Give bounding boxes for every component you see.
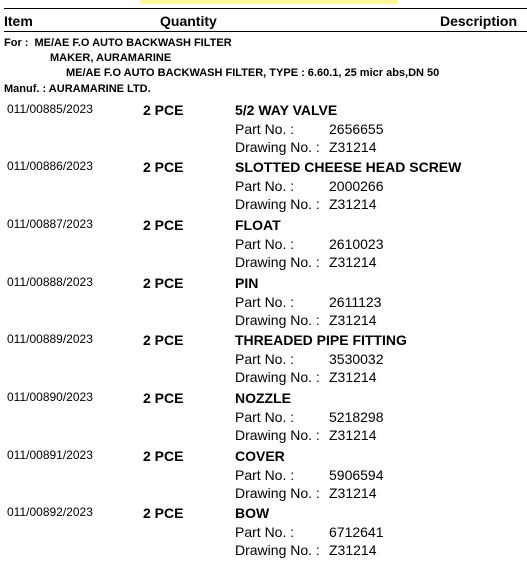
part-no-value: 2611123: [329, 294, 382, 310]
meta-for: [4, 36, 232, 50]
meta-for-value: ME/AE F.O AUTO BACKWASH FILTER: [34, 37, 232, 49]
part-no-label: Part No. :: [235, 121, 295, 137]
meta-manufacturer: Manuf. : AURAMARINE LTD.: [4, 83, 151, 95]
list-item: [0, 389, 527, 447]
list-item: [0, 447, 527, 505]
list-item: [0, 158, 527, 216]
item-ref: 011/00889/2023: [7, 332, 93, 346]
item-ref: 011/00886/2023: [7, 159, 93, 173]
part-no-label: Part No. :: [235, 178, 295, 194]
drawing-no-value: Z31214: [329, 369, 377, 385]
item-ref: 011/00888/2023: [7, 275, 93, 289]
part-no-label: Part No. :: [235, 294, 295, 310]
item-quantity: 2 PCE: [143, 217, 184, 233]
drawing-no-value: Z31214: [329, 139, 377, 155]
drawing-no-value: Z31214: [329, 312, 377, 328]
part-no-label: Part No. :: [235, 351, 295, 367]
item-quantity: 2 PCE: [143, 448, 184, 464]
drawing-no-value: Z31214: [329, 485, 377, 501]
part-no-value: 2000266: [329, 178, 384, 194]
item-quantity: 2 PCE: [143, 390, 184, 406]
meta-for-label: For :: [4, 37, 29, 49]
header-bottom-rule: [4, 31, 527, 32]
part-no-label: Part No. :: [235, 524, 295, 540]
header-quantity: Quantity: [160, 13, 217, 29]
part-no-value: 5218298: [329, 409, 384, 425]
drawing-no-value: Z31214: [329, 427, 377, 443]
drawing-no-label: Drawing No. :: [235, 485, 320, 501]
drawing-no-label: Drawing No. :: [235, 542, 320, 558]
part-no-label: Part No. :: [235, 467, 295, 483]
item-ref: 011/00887/2023: [7, 217, 93, 231]
part-no-label: Part No. :: [235, 236, 295, 252]
table-header: [0, 8, 527, 32]
item-ref: 011/00885/2023: [7, 102, 93, 116]
drawing-no-label: Drawing No. :: [235, 139, 320, 155]
item-quantity: 2 PCE: [143, 159, 184, 175]
item-name: THREADED PIPE FITTING: [235, 332, 407, 348]
list-item: [0, 216, 527, 274]
drawing-no-label: Drawing No. :: [235, 369, 320, 385]
list-item: [0, 504, 527, 562]
meta-maker: MAKER, AURAMARINE: [50, 52, 172, 64]
list-item: [0, 101, 527, 159]
meta-type: ME/AE F.O AUTO BACKWASH FILTER, TYPE : 6.60.1, 25 micr abs,DN 50: [66, 67, 440, 79]
item-name: FLOAT: [235, 217, 281, 233]
drawing-no-label: Drawing No. :: [235, 196, 320, 212]
drawing-no-label: Drawing No. :: [235, 427, 320, 443]
drawing-no-value: Z31214: [329, 542, 377, 558]
part-no-value: 3530032: [329, 351, 384, 367]
top-highlight-strip: [140, 0, 398, 4]
item-name: SLOTTED CHEESE HEAD SCREW: [235, 159, 462, 175]
part-no-value: 6712641: [329, 524, 384, 540]
item-name: BOW: [235, 505, 270, 521]
item-ref: 011/00891/2023: [7, 448, 93, 462]
part-no-value: 5906594: [329, 467, 384, 483]
item-quantity: 2 PCE: [143, 275, 184, 291]
part-no-label: Part No. :: [235, 409, 295, 425]
drawing-no-label: Drawing No. :: [235, 254, 320, 270]
list-item: [0, 274, 527, 332]
item-name: NOZZLE: [235, 390, 291, 406]
item-ref: 011/00890/2023: [7, 390, 93, 404]
item-quantity: 2 PCE: [143, 102, 184, 118]
header-top-rule: [4, 8, 527, 9]
drawing-no-value: Z31214: [329, 196, 377, 212]
drawing-no-value: Z31214: [329, 254, 377, 270]
item-ref: 011/00892/2023: [7, 505, 93, 519]
header-description: Description: [439, 13, 517, 29]
item-name: 5/2 WAY VALVE: [235, 102, 338, 118]
item-quantity: 2 PCE: [143, 505, 184, 521]
part-no-value: 2610023: [329, 236, 384, 252]
header-item: Item: [4, 13, 33, 29]
list-item: [0, 331, 527, 389]
item-quantity: 2 PCE: [143, 332, 184, 348]
item-name: PIN: [235, 275, 259, 291]
part-no-value: 2656655: [329, 121, 384, 137]
item-name: COVER: [235, 448, 285, 464]
drawing-no-label: Drawing No. :: [235, 312, 320, 328]
